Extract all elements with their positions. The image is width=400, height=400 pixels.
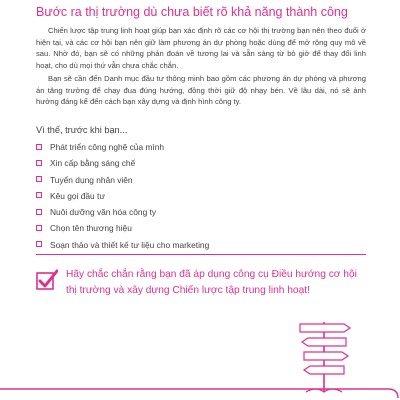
list-item (36, 157, 209, 173)
square-bullet-icon (36, 144, 42, 150)
list-item-text: Chọn tên thương hiệu (50, 223, 132, 234)
list-item-text: Phát triển công nghệ của mình (50, 142, 165, 152)
checklist (36, 141, 209, 255)
list-item (36, 190, 209, 206)
square-bullet-icon (36, 192, 42, 198)
bottom-curve-decoration (0, 384, 400, 400)
list-item (36, 141, 209, 157)
list-item (36, 222, 209, 238)
section-heading: Bước ra thị trường dù chưa biết rõ khả năng thành công (36, 5, 348, 19)
callout-text: Hãy chắc chắn rằng bạn đã áp dụng công cụ Điều hướng cơ hội thị trường và xây dựng Chiến lược tập trung linh hoạt! (66, 269, 357, 296)
section-divider (36, 254, 366, 255)
square-bullet-icon (36, 176, 42, 182)
checklist-intro: Vì thế, trước khi bạn... (36, 125, 128, 135)
list-item (36, 174, 209, 190)
list-item-text: Tuyển dụng nhân viên (50, 174, 133, 185)
square-bullet-icon (36, 225, 42, 231)
square-bullet-icon (36, 241, 42, 247)
paragraph-1: Chiến lược tập trung linh hoạt giúp bạn xác định rõ các cơ hội thị trường bạn nên theo đuổi ở hiện tại, và các cơ hội bạn nên giữ làm phương án dự phòng hoặc dùng để mở rộng quy mô về sau. Nhờ đó, bạn sẽ có những phán đoán về tương lai và sẵn sàng từ bỏ giờ để thay đổi linh hoạt, cho dù mọi thứ vẫn chưa chắc chắn. (36, 26, 366, 70)
square-bullet-icon (36, 160, 42, 166)
list-item (36, 206, 209, 222)
list-item (36, 239, 209, 255)
list-item-text: Soạn thảo và thiết kế tư liệu cho marketing (50, 239, 210, 250)
square-bullet-icon (36, 209, 42, 215)
list-item-text: Nuôi dưỡng văn hóa công ty (50, 207, 157, 218)
list-item-text: Xin cấp bằng sáng chế (50, 158, 136, 169)
checkbox-check-icon (36, 269, 58, 291)
list-item-text: Kêu gọi đầu tư (50, 190, 105, 201)
paragraph-2: Bạn sẽ cần đến Danh mục đầu tư thông minh bao gồm các phương án dự phòng và phương án tăng trưởng để chạy đua đúng hướng, đồng thời giữ độ nhạy bén. Về lâu dài, nó sẽ ảnh hưởng đáng kể đến cách bạn xây dựng và định hình công ty. (36, 74, 366, 106)
